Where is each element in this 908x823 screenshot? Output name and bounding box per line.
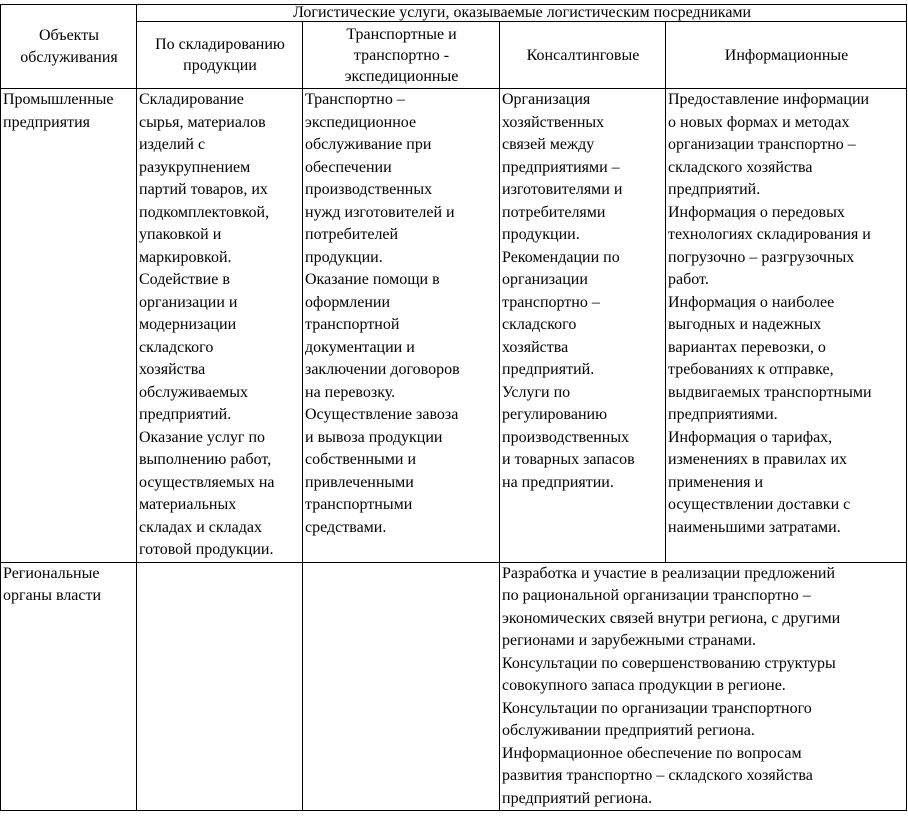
row-object-regional: Региональные органы власти	[1, 562, 137, 811]
cell-storage-regional	[137, 562, 303, 811]
cell-information-industrial: Предоставление информации о новых формах и методах организации транспортно – складского хозяйства предприятий. Информация о передовых технологиях складирования и погрузочно – разгрузочных работ. Информация о наиболее выгодных и надежных вариантах перевозки, о требованиях к отправке, выдвигаемых транспортными предприятиями. Информация о тарифах, изменениях в правилах их применения и осуществлении доставки с наименьшими затратами.	[666, 89, 907, 563]
table-row	[1, 89, 907, 563]
row-object-industrial: Промышленные предприятия	[1, 89, 137, 563]
cell-storage-industrial: Складирование сырья, материалов изделий с разукрупнением партий товаров, их подкомплектовкой, упаковкой и маркировкой. Содействие в организации и модернизации складского хозяйства обслуживаемых предприятий. Оказание услуг по выполнению работ, осуществляемых на материальных складах и складах готовой продукции.	[137, 89, 303, 563]
header-information: Информационные	[666, 22, 907, 89]
logistics-services-table	[0, 4, 907, 811]
header-transport: Транспортные и транспортно - экспедиционные	[303, 22, 500, 89]
header-objects: Объекты обслуживания	[1, 5, 137, 89]
cell-transport-industrial: Транспортно – экспедиционное обслуживание при обеспечении производственных нужд изготовителей и потребителей продукции. Оказание помощи в оформлении транспортной документации и заключении договоров на перевозку. Осуществление завоза и вывоза продукции собственными и привлеченными транспортными средствами.	[303, 89, 500, 563]
cell-consulting-industrial: Организация хозяйственных связей между предприятиями – изготовителями и потребителями продукции. Рекомендации по организации транспортно – складского хозяйства предприятий. Услуги по регулированию производственных и товарных запасов на предприятии.	[500, 89, 666, 563]
header-storage: По складированию продукции	[137, 22, 303, 89]
cell-transport-regional	[303, 562, 500, 811]
cell-consulting-information-regional: Разработка и участие в реализации предложений по рациональной организации транспортно – экономических связей внутри региона, с другими регионами и зарубежными странами. Консультации по совершенствованию структуры совокупного запаса продукции в регионе. Консультации по организации транспортного обслуживании предприятий региона. Информационное обеспечение по вопросам развития транспортно – складского хозяйства предприятий региона.	[500, 562, 907, 811]
header-services-group: Логистические услуги, оказываемые логистическим посредниками	[137, 5, 907, 22]
table-header-row-2	[1, 22, 907, 89]
header-consulting: Консалтинговые	[500, 22, 666, 89]
table-row	[1, 562, 907, 811]
table-header-row-1	[1, 5, 907, 22]
